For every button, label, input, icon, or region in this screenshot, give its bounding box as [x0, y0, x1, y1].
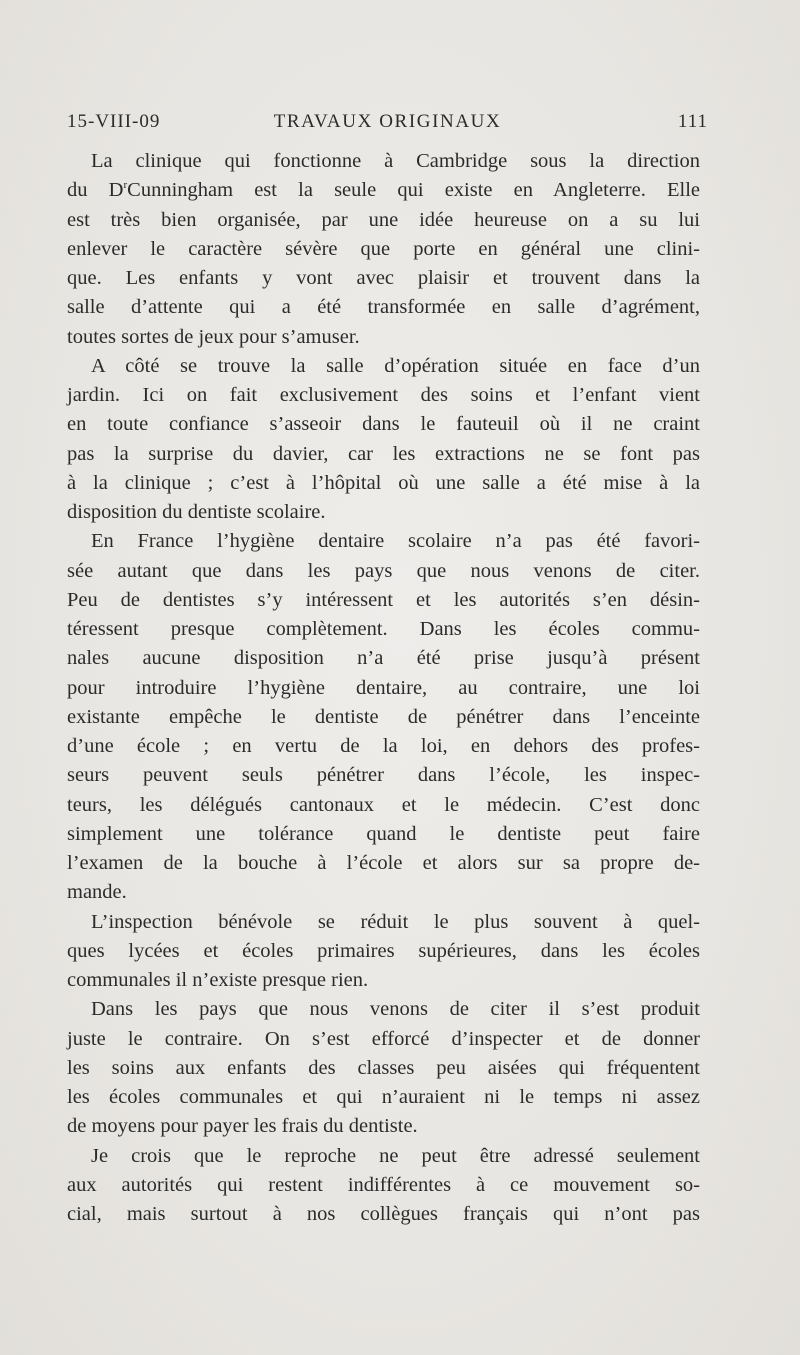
text-line: pas la surprise du davier, car les extractions ne se font pas [67, 442, 700, 465]
text-line: seurs peuvent seuls pénétrer dans l’école, les inspec- [67, 764, 700, 787]
text-line: cial, mais surtout à nos collègues français qui n’ont pas [67, 1203, 700, 1225]
text-line: disposition du dentiste scolaire. [67, 501, 326, 523]
text-line: l’examen de la bouche à l’école et alors sur sa propre de- [67, 852, 700, 874]
running-head [67, 111, 708, 141]
text-line: juste le contraire. On s’est efforcé d’inspecter et de donner [67, 1027, 700, 1050]
text-line: A côté se trouve la salle d’opération située en face d’un [91, 354, 700, 377]
text-line: à la clinique ; c’est à l’hôpital où une salle a été mise à la [67, 471, 700, 494]
text-line: les écoles communales et qui n’auraient ni le temps ni assez [67, 1086, 700, 1108]
superscript: r [123, 179, 128, 192]
text-fragment: Cunningham est la seule qui existe en Angleterre. Elle [127, 179, 700, 202]
text-line: sée autant que dans les pays que nous venons de citer. [67, 559, 700, 582]
text-line: communales il n’existe presque rien. [67, 969, 369, 991]
text-line: Je crois que le reproche ne peut être adressé seulement [91, 1144, 700, 1167]
text-line: en toute confiance s’asseoir dans le fauteuil où il ne craint [67, 413, 700, 436]
text-line [67, 176, 700, 205]
text-line: teurs, les délégués cantonaux et le médecin. C’est donc [67, 793, 700, 816]
text-line: téressent presque complètement. Dans les écoles commu- [67, 618, 700, 640]
text-line: simplement une tolérance quand le dentiste peut faire [67, 822, 700, 845]
text-line: En France l’hygiène dentaire scolaire n’a pas été favori- [91, 530, 700, 553]
page-number: 111 [677, 111, 708, 132]
text-line: mande. [67, 881, 127, 904]
section-title: TRAVAUX ORIGINAUX [273, 111, 502, 132]
text-line: ques lycées et écoles primaires supérieures, dans les écoles [67, 939, 700, 962]
text-line: que. Les enfants y vont avec plaisir et trouvent dans la [67, 267, 700, 289]
text-fragment: du D [67, 179, 124, 202]
text-line: est très bien organisée, par une idée heureuse on a su lui [67, 208, 700, 231]
text-line: L’inspection bénévole se réduit le plus souvent à quel- [91, 910, 700, 933]
text-line: de moyens pour payer les frais du dentiste. [67, 1115, 418, 1138]
text-line: aux autorités qui restent indifférentes à ce mouvement so- [67, 1173, 700, 1196]
issue-date: 15-VIII-09 [67, 111, 161, 132]
text-line: toutes sortes de jeux pour s’amuser. [67, 325, 360, 348]
text-line: d’une école ; en vertu de la loi, en dehors des profes- [67, 735, 700, 757]
text-line: Dans les pays que nous venons de citer il s’est produit [91, 998, 700, 1021]
text-line: salle d’attente qui a été transformée en salle d’agrément, [67, 296, 700, 319]
text-line: existante empêche le dentiste de pénétrer dans l’enceinte [67, 705, 700, 728]
text-line: La clinique qui fonctionne à Cambridge sous la direction [91, 150, 700, 172]
text-line: jardin. Ici on fait exclusivement des soins et l’enfant vient [67, 384, 700, 406]
text-line: les soins aux enfants des classes peu aisées qui fréquentent [67, 1056, 700, 1079]
text-line: pour introduire l’hygiène dentaire, au contraire, une loi [67, 676, 700, 699]
body-text [67, 147, 700, 1229]
text-line: Peu de dentistes s’y intéressent et les autorités s’en désin- [67, 588, 700, 611]
text-line: enlever le caractère sévère que porte en général une clini- [67, 237, 700, 260]
text-line: nales aucune disposition n’a été prise jusqu’à présent [67, 647, 700, 670]
